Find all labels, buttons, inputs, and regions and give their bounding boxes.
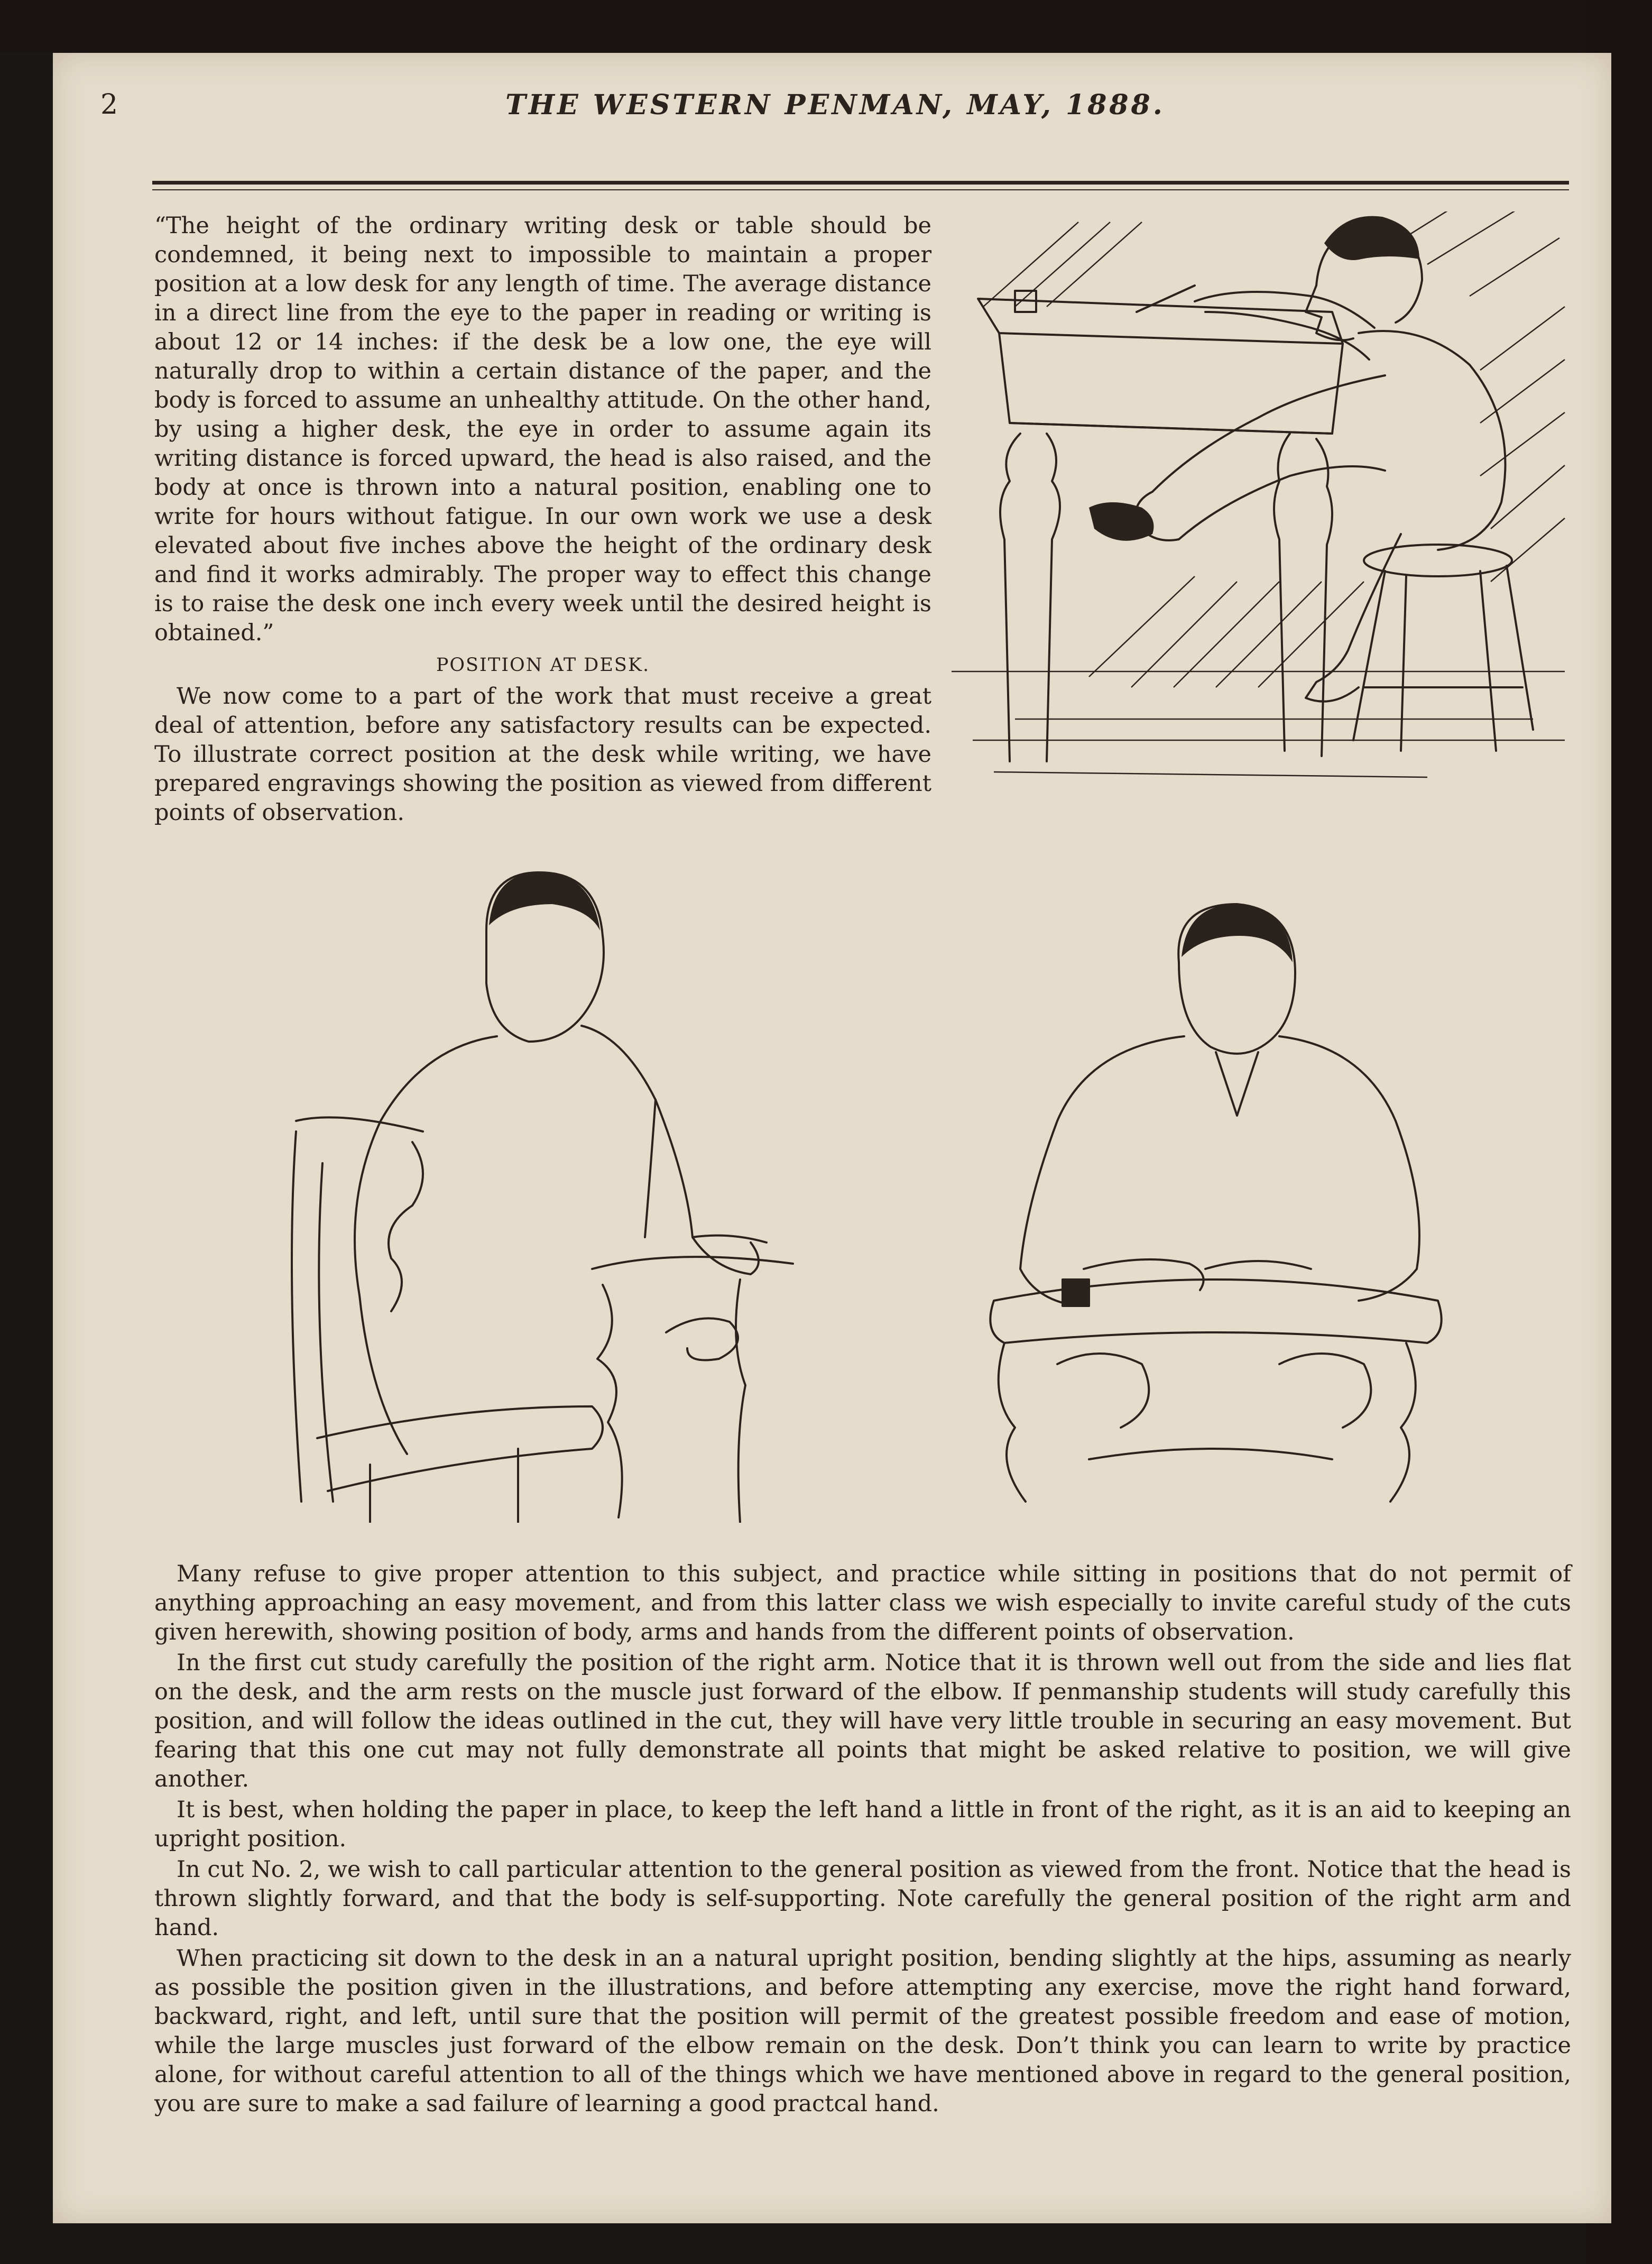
body-paragraph: In cut No. 2, we wish to call particular attention to the general position as viewed from the front. Notice that the head is thrown slightly forward, and that the body is self-supporting. Note carefully the general position of the right arm and hand. [154, 1856, 1571, 1941]
body-paragraph: When practicing sit down to the desk in an a natural upright position, bending slightly at the hips, assuming as nearly as possible the position given in the illustrations, and before attempting any exercise, move the right hand forward, backward, right, and left, until sure that the position will permit of the greatest possible freedom and ease of motion, while the large muscles just forward of the elbow remain on the desk. Don’t think you can learn to write by practice alone, for without careful attention to all of the things which we have mentioned above in regard to the general position, you are sure to make a sad failure of learning a good practcal hand. [154, 1945, 1571, 2117]
running-header [100, 89, 1570, 131]
intro-paragraph: We now come to a part of the work that must receive a great deal of attention, before any satisfactory results can be expected. To illustrate correct position at the desk while writing, we have prepared engravings showing the position as viewed from different points of observation. [154, 683, 931, 826]
page-number: 2 [100, 89, 118, 121]
header-rule [152, 181, 1569, 185]
header-rule-thin [152, 189, 1569, 190]
quote-paragraph: “The height of the ordinary writing desk or table should be condemned, it being next to impossible to maintain a proper position at a low desk for any length of time. The average distance in a direct line from the eye to the paper in reading or writing is about 12 or 14 inches: if the desk be a low one, the eye will naturally drop to within a certain distance of the paper, and the body is forced to assume an unhealthy attitude. On the other hand, by using a higher desk, the eye in order to assume again its writing distance is forced upward, the head is also raised, and the body at once is thrown into a natural position, enabling one to write for hours without fatigue. In our own work we use a desk elevated about five inches above the height of the ordinary desk and find it works admirably. The proper way to effect this change is to raise the desk one inch every week until the desired height is obtained.” [154, 213, 931, 646]
body-paragraph: In the first cut study carefully the position of the right arm. Notice that it is thrown well out from the side and lies flat on the desk, and the arm rests on the muscle just forward of the elbow. If penmanship students will study carefully this position, and will follow the ideas outlined in the cut, they will have very little trouble in securing an easy movement. But fearing that this one cut may not fully demonstrate all points that might be asked relative to position, we will give another. [154, 1650, 1571, 1792]
body-paragraph: It is best, when holding the paper in place, to keep the left hand a little in front of the right, as it is an aid to keeping an upright position. [154, 1797, 1571, 1852]
illustration-side-view [952, 211, 1570, 793]
illustration-front-view [983, 899, 1448, 1512]
left-column [154, 211, 931, 827]
illustration-back-view [264, 867, 798, 1523]
scan-background-top [0, 0, 1652, 53]
section-heading: POSITION AT DESK. [436, 655, 650, 676]
running-title: THE WESTERN PENMAN, MAY, 1888. [505, 89, 1165, 121]
body-paragraph: Many refuse to give proper attention to this subject, and practice while sitting in positions that do not permit of anything approaching an easy movement, and from this latter class we wish especially to invite careful study of the cuts given herewith, showing position of body, arms and hands from the different points of observation. [154, 1561, 1571, 1645]
body-text [154, 1560, 1571, 2120]
